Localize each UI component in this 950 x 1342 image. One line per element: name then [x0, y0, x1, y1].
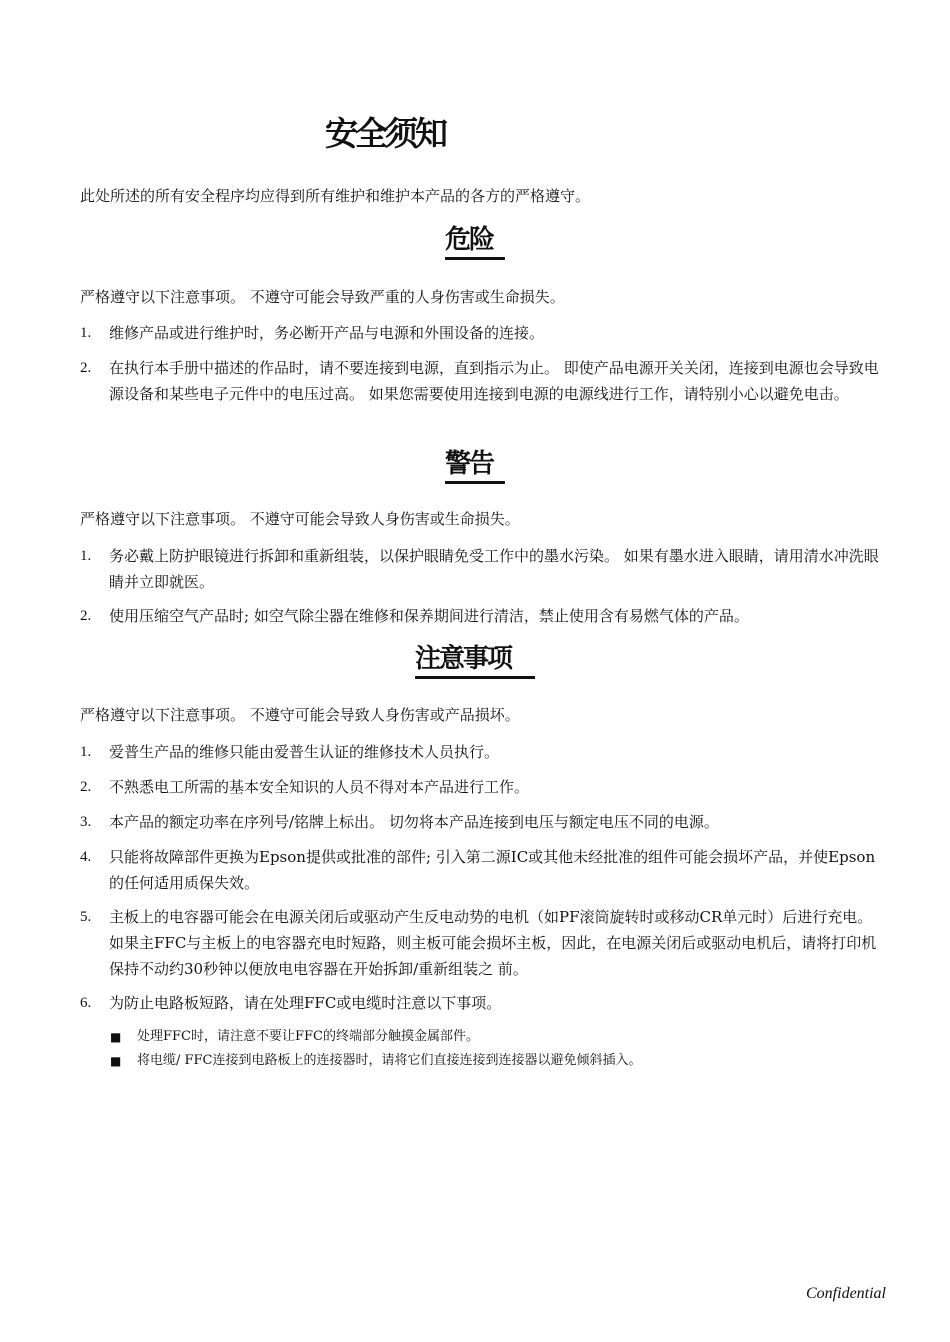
square-bullet-icon: ■ — [110, 1054, 122, 1068]
item-text: 只能将故障部件更换为Epson提供或批准的部件; 引入第二源IC或其他未经批准的组件可能会损坏产品，并使Epson的任何适用质保失效。 — [109, 848, 876, 892]
item-number: 1. — [80, 325, 92, 341]
item-number: 2. — [80, 360, 92, 376]
item-text: 爱普生产品的维修只能由爱普生认证的维修技术人员执行。 — [109, 743, 500, 761]
subitem-text: 将电缆/ FFC连接到电路板上的连接器时，请将它们直接连接到连接器以避免倾斜插入。 — [137, 1053, 642, 1068]
item-text: 不熟悉电工所需的基本安全知识的人员不得对本产品进行工作。 — [109, 778, 530, 796]
item-text: 使用压缩空气产品时; 如空气除尘器在维修和保养期间进行清洁，禁止使用含有易燃气体的产品。 — [109, 607, 749, 625]
danger-heading: 危险 — [445, 223, 505, 260]
item-number: 5. — [80, 909, 92, 925]
item-text: 务必戴上防护眼镜进行拆卸和重新组装，以保护眼睛免受工作中的墨水污染。 如果有墨水进入眼睛，请用清水冲洗眼睛并立即就医。 — [109, 547, 879, 591]
item-number: 3. — [80, 814, 92, 830]
item-number: 1. — [80, 548, 92, 564]
confidential-footer: Confidential — [806, 1285, 886, 1302]
item-text: 在执行本手册中描述的作品时，请不要连接到电源，直到指示为止。 即使产品电源开关关闭，连接到电源也会导致电源设备和某些电子元件中的电压过高。 如果您需要使用连接到电源的电源线进行工作，请特别小心以避免电击。 — [109, 359, 879, 403]
warning-heading: 警告 — [445, 447, 505, 484]
subitem-text: 处理FFC时，请注意不要让FFC的终端部分触摸金属部件。 — [137, 1029, 479, 1044]
item-text: 本产品的额定功率在序列号/铭牌上标出。 切勿将本产品连接到电压与额定电压不同的电源。 — [109, 813, 719, 831]
caution-lead: 严格遵守以下注意事项。 不遵守可能会导致人身伤害或产品损坏。 — [80, 706, 520, 724]
item-number: 4. — [80, 849, 92, 865]
intro-paragraph: 此处所述的所有安全程序均应得到所有维护和维护本产品的各方的严格遵守。 — [80, 187, 591, 205]
page-title: 安全须知 — [325, 114, 445, 153]
square-bullet-icon: ■ — [110, 1030, 122, 1044]
item-number: 1. — [80, 744, 92, 760]
item-number: 2. — [80, 608, 92, 624]
caution-heading: 注意事项 — [415, 642, 535, 679]
danger-lead: 严格遵守以下注意事项。 不遵守可能会导致严重的人身伤害或生命损失。 — [80, 288, 565, 306]
item-text: 主板上的电容器可能会在电源关闭后或驱动产生反电动势的电机（如PF滚筒旋转时或移动CR单元时）后进行充电。 如果主FFC与主板上的电容器充电时短路，则主板可能会损坏主板，因此，在电源关闭后或驱动电机后，请将打印机保持不动约30秒钟以便放电电容器在开始拆卸/重新组装之 前。 — [109, 908, 877, 978]
warning-lead: 严格遵守以下注意事项。 不遵守可能会导致人身伤害或生命损失。 — [80, 510, 520, 528]
item-text: 为防止电路板短路，请在处理FFC或电缆时注意以下事项。 — [109, 994, 502, 1012]
item-number: 6. — [80, 995, 92, 1011]
item-number: 2. — [80, 779, 92, 795]
item-text: 维修产品或进行维护时，务必断开产品与电源和外围设备的连接。 — [109, 324, 545, 342]
